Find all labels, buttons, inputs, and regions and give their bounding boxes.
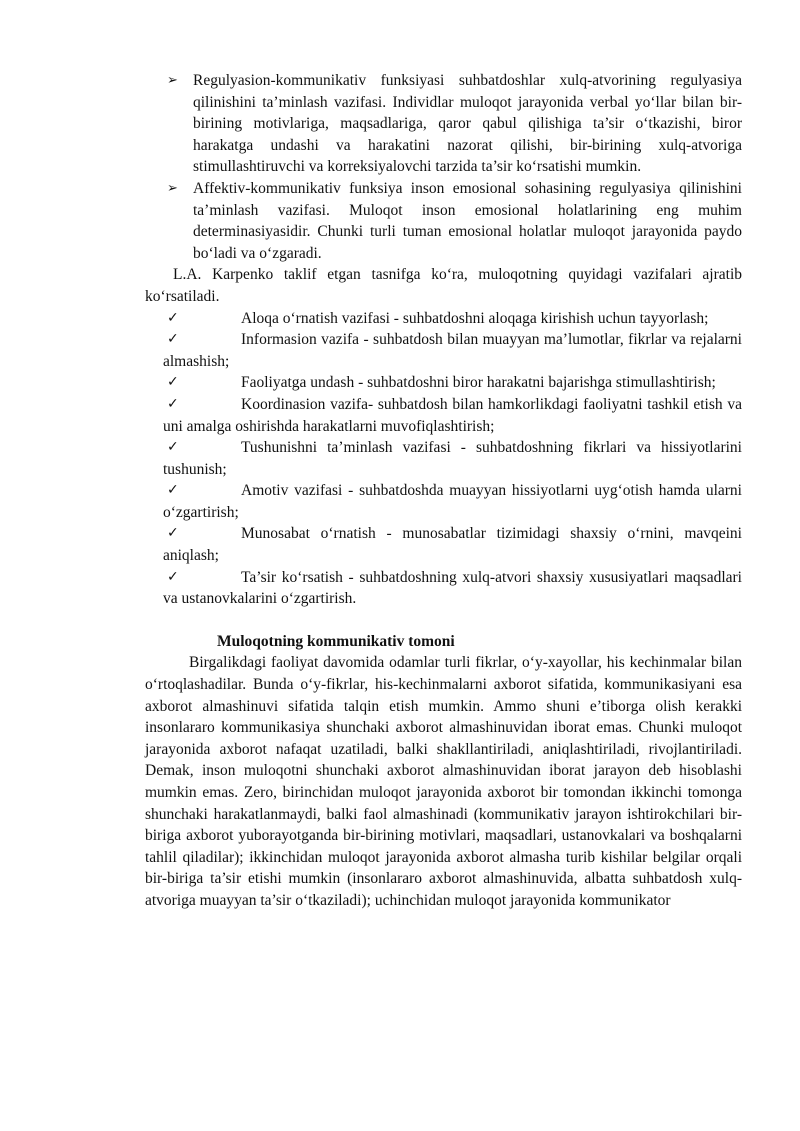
check-item-text: Tushunishni ta’minlash vazifasi - suhbatdoshning fikrlari va hissiyotlarini tushunish; [163,439,742,478]
arrow-list-item [145,178,742,264]
checkmark-icon: ✓ [167,439,179,456]
check-item-text: Aloqa o‘rnatish vazifasi - suhbatdoshni aloqaga kirishish uchun tayyorlash; [241,309,709,327]
checkmark-icon: ✓ [167,374,179,391]
arrow-item-text: Affektiv-kommunikativ funksiya inson emosional sohasining regulyasiya qilinishini ta’minlash vazifasi. Muloqot inson emosional holatlarining eng muhim determinasiyasidir. Chunki turli tuman emosional holatlar muloqot jarayonida paydo bo‘ladi va o‘zgaradi. [193,179,742,262]
check-list-item [145,567,742,610]
check-item-text: Munosabat o‘rnatish - munosabatlar tizimidagi shaxsiy o‘rnini, mavqeini aniqlash; [163,525,742,565]
check-item-text: Amotiv vazifasi - suhbatdoshda muayyan hissiyotlarni uyg‘otish hamda ularni o‘zgartirish; [163,482,742,521]
check-item-text: Koordinasion vazifa- suhbatdosh bilan hamkorlikdagi faoliyatni tashkil etish va uni amalga oshirishda harakatlarni muvofiqlashtirish; [163,395,742,435]
checkmark-icon: ✓ [167,568,179,585]
section-heading: Muloqotning kommunikativ tomoni [217,632,455,650]
check-list-item [145,372,742,394]
checkmark-icon: ✓ [167,482,179,499]
arrow-item-text: Regulyasion-kommunikativ funksiyasi suhbatdoshlar xulq-atvorining regulyasiya qilinishini ta’minlash vazifasi. Individlar muloqot jarayonida verbal yo‘llar bilan bir-birining motivlariga, maqsadlariga, qaror qabul qilishiga ta’sir o‘tkazishi, biror harakatga undashi va harakatini nazorat qilishi, bir-birining xulq-atvoriga stimullashtiruvchi va korreksiyalovchi tarzida ta’sir ko‘rsatishi mumkin. [193,72,742,176]
body-paragraph: Birgalikdagi faoliyat davomida odamlar turli fikrlar, o‘y-xayollar, his kechinmalar bilan o‘rtoqlashadilar. Bunda o‘y-fikrlar, his-kechinmalarni axborot sifatida, kommunikasiyani esa axborot almashinuvi sifatida talqin etish mumkin. Ammo shuni e’tiborga olish kerakki insonlararo kommunikasiya shunchaki axborot almashinuvidan iborat emas. Chunki muloqot jarayonida axborot nafaqat uzatiladi, balki shakllantiriladi, aniqlashtiriladi, rivojlantiriladi. Demak, inson muloqotni shunchaki axborot almashinuvidan iborat jarayon deb hisoblashi mumkin emas. Zero, birinchidan muloqot jarayonida axborot bir tomondan ikkinchi tomonga shunchaki harakatlanmaydi, balki faol almashinadi (kommunikativ jarayon ishtirokchilari bir-biriga axborot yuborayotganda bir-birining motivlari, maqsadlari, ustanovkalari va boshqalarni tahlil qiladilar); ikkinchidan muloqot jarayonida axborot almasha turib kishilar belgilar orqali bir-biriga ta’sir etishi mumkin (insonlararo axborot almashinuvida, albatta suhbatdosh xulq-atvoriga muayyan ta’sir o‘tkaziladi); uchinchidan muloqot jarayonida kommunikator [145,654,742,909]
checkmark-icon: ✓ [167,331,179,348]
arrow-list-item [145,70,742,178]
text-column [145,70,742,912]
intro-paragraph: L.A. Karpenko taklif etgan tasnifga ko‘ra, muloqotning quyidagi vazifalari ajratib ko‘rsatiladi. [145,266,742,305]
check-list-item [145,329,742,372]
check-list-item [145,394,742,437]
checkmark-icon: ✓ [167,309,179,326]
arrow-bullet-icon: ➢ [167,73,178,88]
checkmark-icon: ✓ [167,525,179,542]
check-list-item [145,523,742,566]
check-item-text: Ta’sir ko‘rsatish - suhbatdoshning xulq-atvori shaxsiy xususiyatlari maqsadlari va ustanovkalarini o‘zgartirish. [163,568,742,608]
check-list-item [145,437,742,480]
arrow-bullet-icon: ➢ [167,180,178,196]
check-item-text: Informasion vazifa - suhbatdosh bilan muayyan ma’lumotlar, fikrlar va rejalarni almashish; [163,331,742,370]
check-list-item [145,480,742,523]
check-item-text: Faoliyatga undash - suhbatdoshni biror harakatni bajarishga stimullashtirish; [241,374,716,392]
checkmark-icon: ✓ [167,395,179,412]
check-list-item [145,308,742,330]
